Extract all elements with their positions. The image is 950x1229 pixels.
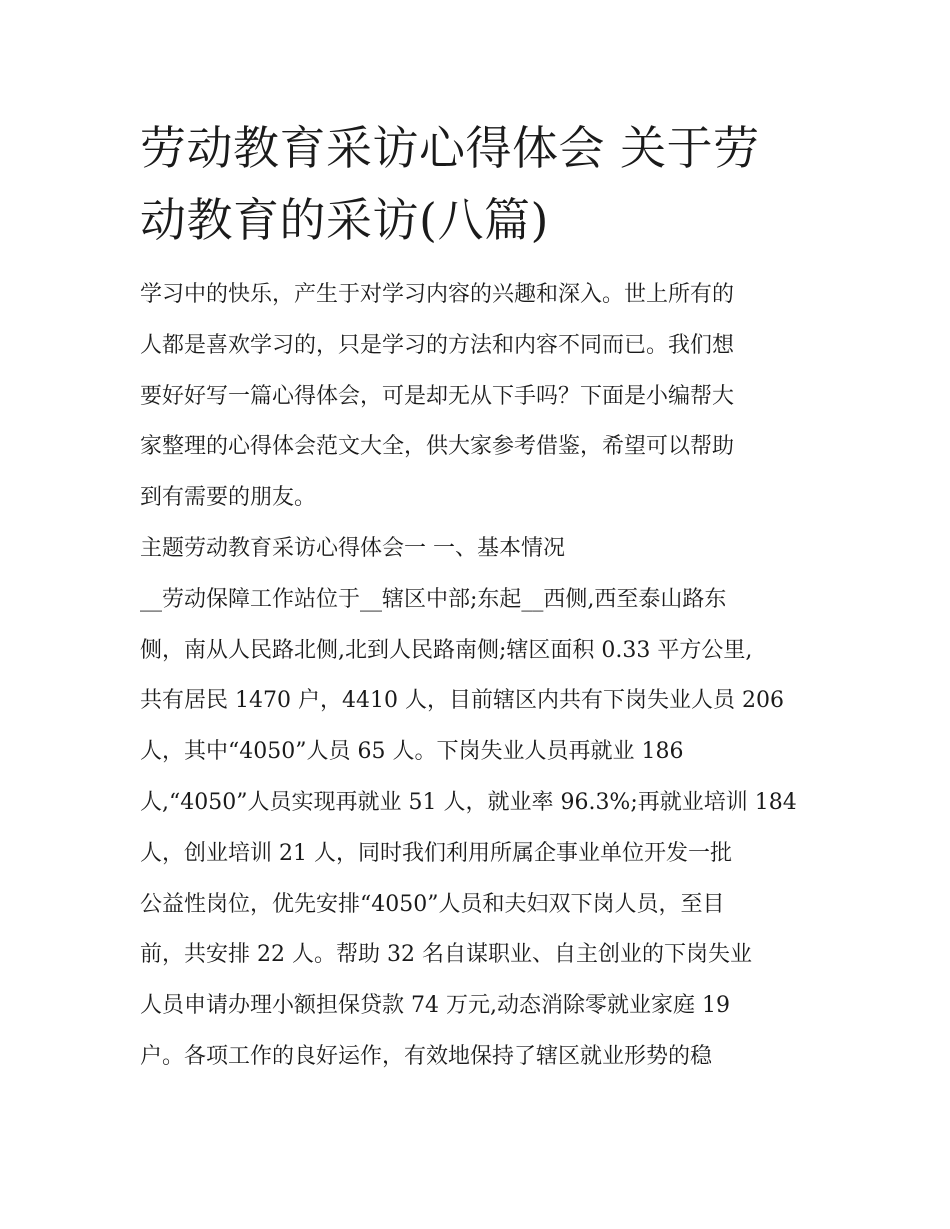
body-paragraph xyxy=(140,575,812,1083)
body-line: 人，其中“4050”人员 65 人。下岗失业人员再就业 186 xyxy=(140,739,684,765)
body-line: 人员申请办理小额担保贷款 74 万元,动态消除零就业家庭 19 xyxy=(140,993,730,1019)
intro-paragraph xyxy=(140,270,812,524)
intro-line: 要好好写一篇心得体会，可是却无从下手吗？下面是小编帮大 xyxy=(140,383,735,409)
intro-line: 家整理的心得体会范文大全，供大家参考借鉴，希望可以帮助 xyxy=(140,434,735,460)
title-line: 动教育的采访(八篇) xyxy=(140,193,549,247)
document-page xyxy=(140,112,812,1083)
section-heading-text: 主题劳动教育采访心得体会一 一、基本情况 xyxy=(140,535,565,561)
intro-line: 到有需要的朋友。 xyxy=(140,485,317,511)
body-line: 户。各项工作的良好运作，有效地保持了辖区就业形势的稳 xyxy=(140,1043,713,1069)
document-title xyxy=(140,112,812,256)
body-line: __劳动保障工作站位于__辖区中部;东起__西侧,西至泰山路东 xyxy=(140,586,727,612)
title-line: 劳动教育采访心得体会 关于劳 xyxy=(140,121,760,175)
intro-line: 学习中的快乐，产生于对学习内容的兴趣和深入。世上所有的 xyxy=(140,282,735,307)
body-line: 侧，南从人民路北侧,北到人民路南侧;辖区面积 0.33 平方公里, xyxy=(140,637,753,663)
body-line: 人，创业培训 21 人，同时我们利用所属企事业单位开发一批 xyxy=(140,840,732,866)
body-line: 公益性岗位，优先安排“4050”人员和夫妇双下岗人员，至目 xyxy=(140,891,725,917)
body-line: 共有居民 1470 户，4410 人，目前辖区内共有下岗失业人员 206 xyxy=(140,688,784,714)
section-heading xyxy=(140,524,812,575)
body-line: 前，共安排 22 人。帮助 32 名自谋职业、自主创业的下岗失业 xyxy=(140,942,752,968)
intro-line: 人都是喜欢学习的，只是学习的方法和内容不同而已。我们想 xyxy=(140,332,735,358)
body-line: 人,“4050”人员实现再就业 51 人，就业率 96.3%;再就业培训 184 xyxy=(140,789,797,815)
